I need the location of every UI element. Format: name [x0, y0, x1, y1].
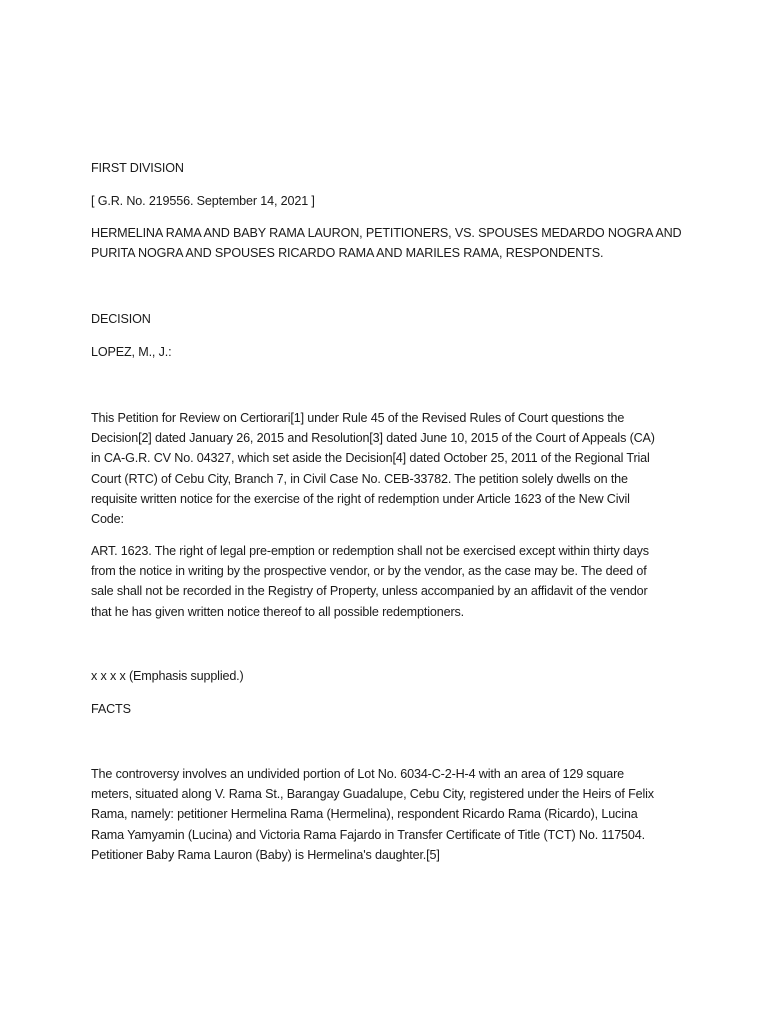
division-heading: FIRST DIVISION [91, 161, 184, 175]
facts-paragraph-line: The controversy involves an undivided portion of Lot No. 6034-C-2-H-4 with an area of 129 square [91, 767, 625, 781]
case-parties [91, 223, 691, 263]
facts-paragraph-line: Rama, namely: petitioner Hermelina Rama (Hermelina), respondent Ricardo Rama (Ricardo), Lucina [91, 807, 638, 822]
article-quote-line: that he has given written notice thereof to all possible redemptioners. [91, 604, 464, 619]
article-quote [91, 541, 691, 622]
facts-paragraph-line: Rama Yamyamin (Lucina) and Victoria Rama Fajardo in Transfer Certificate of Title (TCT) No. 117504. [91, 827, 645, 842]
facts-heading: FACTS [91, 702, 131, 716]
article-quote-line: sale shall not be recorded in the Registry of Property, unless accompanied by an affidavit of the vendor [91, 584, 648, 599]
facts-paragraph-line: Petitioner Baby Rama Lauron (Baby) is Hermelina's daughter.[5] [91, 847, 440, 862]
intro-paragraph [91, 408, 691, 529]
article-quote-line: ART. 1623. The right of legal pre-emption or redemption shall not be exercised except within thirty days [91, 544, 649, 558]
case-parties-line: PURITA NOGRA AND SPOUSES RICARDO RAMA AND MARILES RAMA, RESPONDENTS. [91, 246, 604, 261]
intro-paragraph-line: requisite written notice for the exercise of the right of redemption under Article 1623 of the New Civil [91, 491, 630, 506]
decision-heading: DECISION [91, 312, 151, 326]
facts-paragraph-line: meters, situated along V. Rama St., Barangay Guadalupe, Cebu City, registered under the Heirs of Felix [91, 787, 654, 802]
ponente: LOPEZ, M., J.: [91, 345, 172, 359]
facts-paragraph [91, 764, 691, 865]
intro-paragraph-line: Court (RTC) of Cebu City, Branch 7, in Civil Case No. CEB-33782. The petition solely dwells on the [91, 471, 628, 486]
intro-paragraph-line: This Petition for Review on Certiorari[1] under Rule 45 of the Revised Rules of Court questions the [91, 411, 625, 425]
emphasis-note: x x x x (Emphasis supplied.) [91, 669, 244, 683]
case-number: [ G.R. No. 219556. September 14, 2021 ] [91, 194, 315, 208]
article-quote-line: from the notice in writing by the prospective vendor, or by the vendor, as the case may be. The deed of [91, 564, 647, 579]
case-parties-line: HERMELINA RAMA AND BABY RAMA LAURON, PETITIONERS, VS. SPOUSES MEDARDO NOGRA AND [91, 226, 682, 240]
intro-paragraph-line: in CA-G.R. CV No. 04327, which set aside the Decision[4] dated October 25, 2011 of the Regional Trial [91, 451, 650, 466]
intro-paragraph-line: Code: [91, 512, 124, 527]
intro-paragraph-line: Decision[2] dated January 26, 2015 and Resolution[3] dated June 10, 2015 of the Court of Appeals (CA) [91, 431, 655, 446]
